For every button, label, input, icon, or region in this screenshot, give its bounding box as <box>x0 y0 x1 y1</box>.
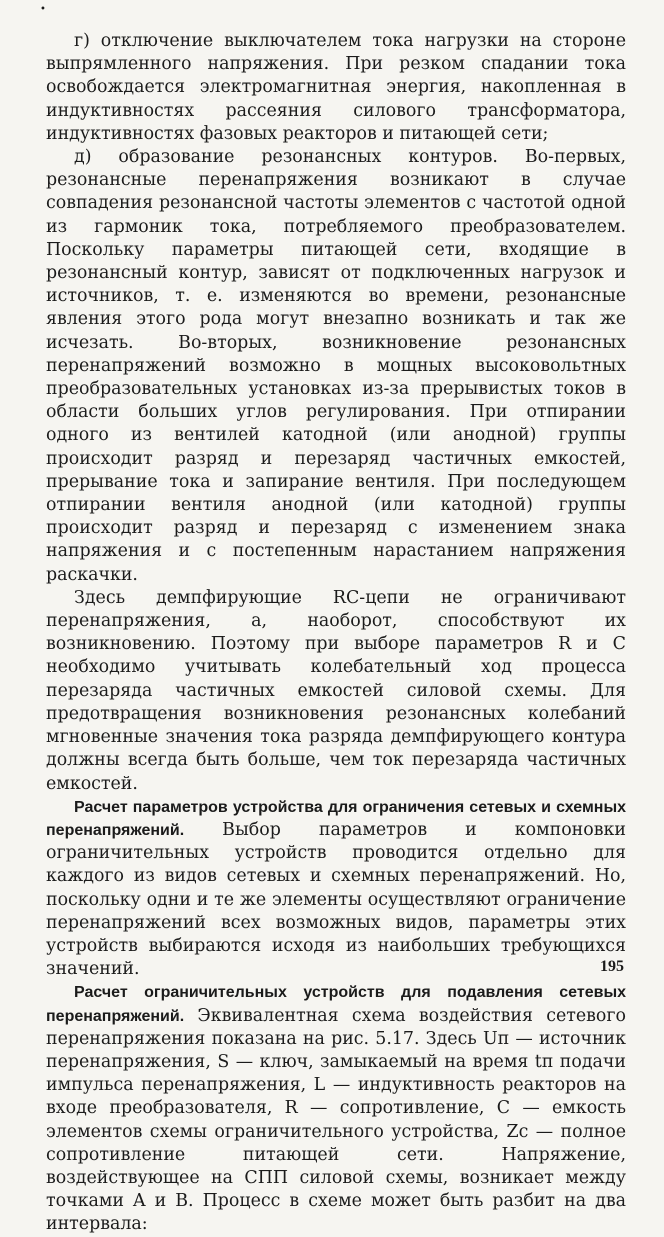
page-number: 195 <box>600 958 624 975</box>
paragraph-item-g: г) отключение выключателем тока нагрузки на стороне выпрямленного напряжения. При резком спадании тока освобождается электромагнитная энергия, накопленная в индуктивностях рассеяния силового трансформатора, индуктивностях фазовых реакторов и питающей сети; <box>46 31 626 144</box>
paragraph-calc-network: Расчет ограничительных устройств для подавления сетевых перенапряжений. Эквивалентная схема воздействия сетевого перенапряжения показана на рис. 5.17. Здесь Uп — источник перенапряжения, S — ключ, замыкаемый на время tп подачи импульса перенапряжения, L — индуктивность реакторов на входе преобразователя, R — сопротивление, C — емкость элементов схемы ограничительного устройства, Zс — полное сопротивление питающей сети. Напряжение, воздействующее на СПП силовой схемы, возникает между точками A и B. Процесс в схеме может быть разбит на два интервала: <box>46 984 626 1235</box>
paragraph-calc-params: Расчет параметров устройства для ограничения сетевых и схемных перенапряжений. Выбор параметров и компоновки ограничительных устройств проводится отдельно для каждого из видов сетевых и схемных перенапряжений. Но, поскольку одни и те же элементы осуществляют ограничение перенапряжений всех возможных видов, параметры этих устройств выбираются исходя из наибольших требующихся значений. <box>46 798 626 980</box>
paragraph-item-d: д) образование резонансных контуров. Во-первых, резонансные перенапряжения возникают в случае совпадения резонансной частоты элементов с частотой одной из гармоник тока, потребляемого преобразователем. Поскольку параметры питающей сети, входящие в резонансный контур, зависят от подключенных нагрузок и источников, т. е. изменяются во времени, резонансные явления этого рода могут внезапно возникать и так же исчезать. Во-вторых, возникновение резонансных перенапряжений возможно в мощных высоковольтных преобразовательных установках из-за прерывистых токов в области больших углов регулирования. При отпирании одного из вентилей катодной (или анодной) группы происходит разряд и перезаряд частичных емкостей, прерывание тока и запирание вентиля. При последующем отпирании вентиля анодной (или катодной) группы происходит разряд и перезаряд с изменением знака напряжения и с постепенным нарастанием напряжения раскачки. <box>46 147 626 585</box>
corner-mark: • <box>40 4 46 15</box>
section-heading: Расчет параметров устройства для ограничения сетевых и схемных перенапряжений. <box>46 798 626 839</box>
page-body <box>46 30 626 1237</box>
section-heading: Расчет ограничительных устройств для подавления сетевых перенапряжений. <box>46 984 626 1025</box>
paragraph-damping: Здесь демпфирующие RC-цепи не ограничивают перенапряжения, а, наоборот, способствуют их возникновению. Поэтому при выборе параметров R и C необходимо учитывать колебательный ход процесса перезаряда частичных емкостей силовой схемы. Для предотвращения возникновения резонансных колебаний мгновенные значения тока разряда демпфирующего контура должны всегда быть больше, чем ток перезаряда частичных емкостей. <box>46 587 626 794</box>
